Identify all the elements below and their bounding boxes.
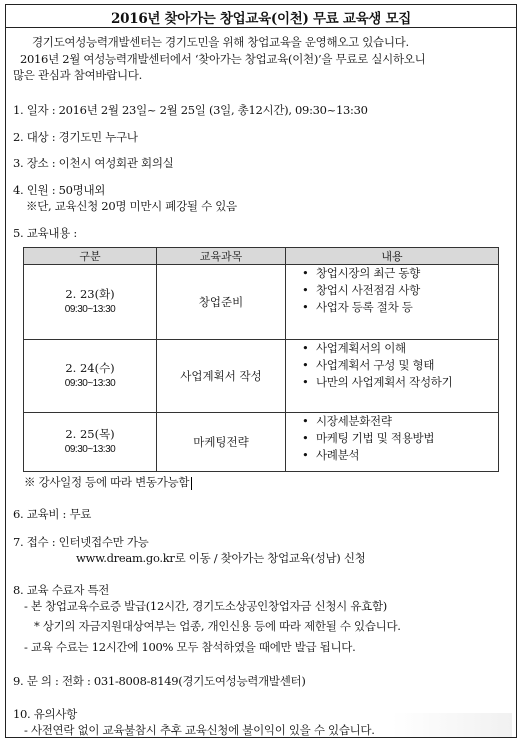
item-apply: 7. 접수 : 인터넷접수만 가능 — [13, 535, 149, 549]
intro-line-2: 2016년 2월 여성능력개발센터에서 ‘찾아가는 창업교육(이천)’을 무료로 실시하오니 — [20, 52, 426, 66]
header-subject: 교육과목 — [157, 248, 286, 265]
table-header-row — [24, 248, 499, 265]
completion-line-2: * 상기의 자금지원대상여부는 업종, 개인신용 등에 따라 제한될 수 있습니다. — [34, 619, 401, 633]
session-contents — [286, 265, 499, 340]
session-contents — [286, 413, 499, 472]
schedule-note-text: ※ 강사일정 등에 따라 변동가능함 — [24, 475, 190, 489]
item-target: 2. 대상 : 경기도민 누구나 — [13, 130, 138, 144]
intro-line-1: 경기도여성능력개발센터는 경기도민을 위해 창업교육을 운영해오고 있습니다. — [32, 35, 409, 49]
item-place: 3. 장소 : 이천시 여성회관 회의실 — [13, 156, 174, 170]
header-category: 구분 — [24, 248, 157, 265]
session-date-cell — [24, 340, 157, 413]
item-content-heading: 5. 교육내용 : — [13, 226, 77, 240]
item-fee: 6. 교육비 : 무료 — [13, 507, 92, 521]
session-contents — [286, 340, 499, 413]
item-capacity: 4. 인원 : 50명내외 — [13, 183, 106, 197]
content-item: • 사업계획서의 이해 — [316, 340, 498, 357]
schedule-note — [24, 475, 192, 490]
table-row — [24, 413, 499, 472]
notice-document — [5, 4, 517, 738]
session-day: 2. 23(화) — [65, 287, 115, 301]
session-date-cell — [24, 265, 157, 340]
item-capacity-note: ※단, 교육신청 20명 미만시 폐강될 수 있음 — [26, 199, 237, 213]
session-day: 2. 24(수) — [65, 361, 115, 375]
item-date: 1. 일자 : 2016년 2월 23일~ 2월 25일 (3일, 총12시간), 09:30~13:30 — [13, 103, 368, 117]
content-item: • 창업시장의 최근 동향 — [316, 265, 498, 282]
content-item: • 나만의 사업계획서 작성하기 — [316, 374, 498, 391]
content-item: • 사업계획서 구성 및 형태 — [316, 357, 498, 374]
session-day: 2. 25(목) — [65, 427, 115, 441]
completion-line-3: - 교육 수료는 12시간에 100% 모두 참석하였을 때에만 발급 됩니다. — [24, 640, 356, 654]
content-item: • 사업자 등록 절차 등 — [316, 299, 498, 316]
content-item: • 마케팅 기법 및 적용방법 — [316, 430, 498, 447]
table-row — [24, 340, 499, 413]
session-time: 09:30~13:30 — [64, 378, 116, 389]
watermark-fade — [392, 713, 512, 737]
item-completion-heading: 8. 교육 수료자 특전 — [13, 583, 110, 597]
content-item: • 사례분석 — [316, 447, 498, 464]
session-subject: 창업준비 — [157, 265, 286, 340]
text-cursor — [191, 477, 192, 490]
item-contact: 9. 문 의 : 전화 : 031-8008-8149(경기도여성능력개발센터) — [13, 674, 306, 688]
content-item: • 시장세분화전략 — [316, 413, 498, 430]
title-divider — [6, 27, 516, 28]
session-subject: 마케팅전략 — [157, 413, 286, 472]
session-time: 09:30~13:30 — [64, 444, 116, 455]
session-date-cell — [24, 413, 157, 472]
content-item: • 창업시 사전점검 사항 — [316, 282, 498, 299]
session-time: 09:30~13:30 — [64, 304, 116, 315]
program-table — [23, 247, 499, 472]
intro-line-3: 많은 관심과 참여바랍니다. — [13, 68, 142, 82]
page-title: 2016년 찾아가는 창업교육(이천) 무료 교육생 모집 — [111, 11, 411, 27]
session-subject: 사업계획서 작성 — [157, 340, 286, 413]
item-notice-heading: 10. 유의사항 — [13, 707, 77, 721]
apply-url-line: www.dream.go.kr로 이동 / 찾아가는 창업교육(성남) 신청 — [76, 551, 366, 565]
notice-line-1: - 사전연락 없이 교육불참시 추후 교육신청에 불이익이 있을 수 있습니다. — [24, 723, 375, 737]
header-contents: 내용 — [286, 248, 499, 265]
completion-line-1: - 본 창업교육수료증 발급(12시간, 경기도소상공인창업자금 신청시 유효함) — [24, 599, 387, 613]
table-row — [24, 265, 499, 340]
